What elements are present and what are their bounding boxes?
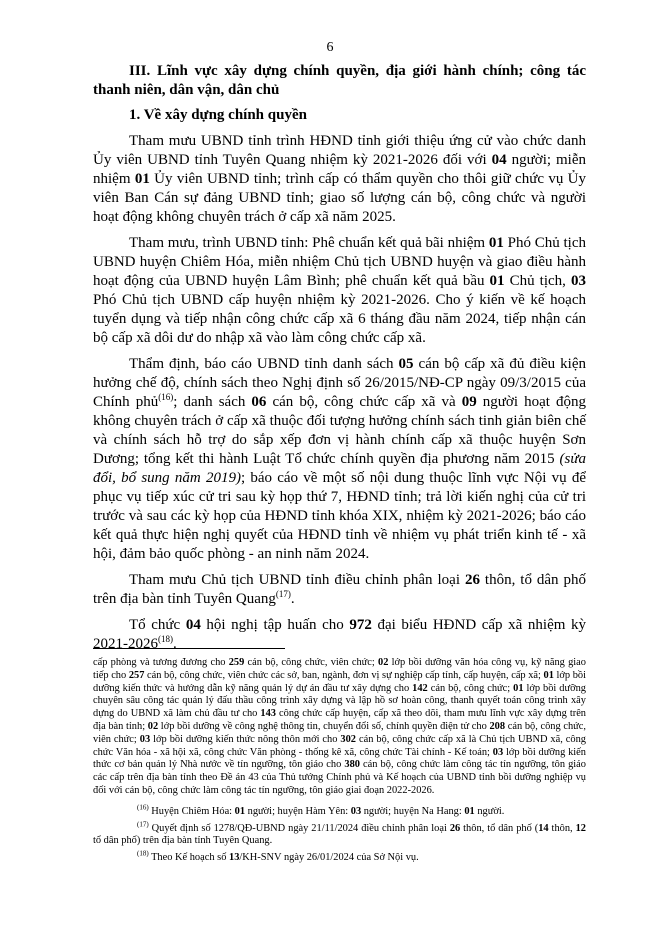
paragraph-2 bbox=[93, 234, 586, 348]
footnote-ref-16[interactable]: (16) bbox=[158, 392, 174, 402]
text-run: cán bộ, công chức; bbox=[427, 682, 514, 694]
bold-number: 02 bbox=[147, 720, 159, 732]
text-run: cán bộ, công chức làm công tác tín ngưỡng, tôn giáo các cấp trên địa bàn tỉnh theo Đề án 43 của Thủ tướng Chính phủ và Kế hoạch của UBND tỉnh bồi dưỡng nghiệp vụ đối với cán bộ, công chức làm công tác tín ngưỡng, tôn giáo giai đoạn 2022-2026. bbox=[93, 759, 586, 796]
bold-number: 302 bbox=[340, 733, 356, 745]
bold-number: 03 bbox=[571, 273, 586, 289]
text-run: đại biểu HĐND cấp xã nhiệm kỳ 2021-2026 bbox=[93, 617, 586, 652]
bold-number: 14 bbox=[538, 822, 549, 834]
text-run: Theo Kế hoạch số bbox=[148, 852, 229, 864]
text-run: lớp bồi dưỡng kiến thức cơ bản quản lý Nhà nước về tín ngưỡng, tôn giáo cho bbox=[93, 746, 586, 771]
page-number: 6 bbox=[326, 40, 334, 55]
text-run: Ủy viên UBND tỉnh; trình cấp có thẩm quyền cho thôi giữ chức vụ Ủy viên Ban Cán sự đảng UBND tỉnh; giao số lượng cán bộ, công chức và người hoạt động không chuyên trách ở cấp xã năm 2025. bbox=[93, 171, 586, 225]
footnote-marker: (17) bbox=[137, 820, 149, 829]
paragraph-3 bbox=[93, 355, 586, 564]
bold-number: 03 bbox=[492, 746, 504, 758]
bold-number: 01 bbox=[134, 171, 150, 187]
text-run: tổ dân phố) trên địa bàn tỉnh Tuyên Quang. bbox=[93, 835, 273, 847]
text-run: ; báo cáo về một số nội dung thuộc lĩnh vực Nội vụ để phục vụ tiếp xúc cử tri sau kỳ họp thứ 7, HĐND tỉnh; trả lời kiến nghị của cử tri trước và sau các kỳ họp của HĐND tỉnh khóa XIX, nhiệm kỳ 2021-2026; báo cáo kết quả thực hiện nghị quyết của HĐND tỉnh về nhiệm vụ phát triển kinh tế - xã hội, đảm bảo quốc phòng - an ninh năm 2024. bbox=[93, 470, 586, 562]
text-run: Tham mưu, trình UBND tỉnh: Phê chuẩn kết quả bãi nhiệm bbox=[129, 235, 489, 251]
text-run: lớp bồi dưỡng về công nghệ thông tin, chuyển đổi số, chính quyền điện tử cho bbox=[158, 720, 490, 732]
bold-number: 03 bbox=[350, 805, 362, 817]
text-run: cán bộ, công chức, viên chức; bbox=[244, 657, 379, 668]
text-run: người; huyện Hàm Yên: bbox=[245, 805, 351, 817]
text-run: người; miễn nhiệm bbox=[93, 152, 587, 187]
text-run: Quyết định số 1278/QĐ-UBND ngày 21/11/2024 điều chỉnh phân loại bbox=[148, 822, 450, 834]
bold-number: 01 bbox=[513, 682, 524, 694]
bold-number: 06 bbox=[251, 394, 267, 410]
text-run: Thẩm định, báo cáo UBND tỉnh danh sách bbox=[129, 356, 399, 372]
bold-number: 09 bbox=[461, 394, 477, 410]
bold-number: 03 bbox=[139, 733, 151, 745]
paragraph-4 bbox=[93, 571, 586, 609]
text-run: lớp bồi dưỡng kiến thức và hướng dẫn kỹ năng quản lý dự án đầu tư xây dựng cho bbox=[93, 669, 587, 694]
footnote-marker: (18) bbox=[137, 849, 149, 858]
bold-number: 13 bbox=[229, 852, 240, 864]
footnote-marker: (16) bbox=[137, 803, 149, 812]
section-heading: III. Lĩnh vực xây dựng chính quyền, địa giới hành chính; công tác thanh niên, dân vận, dân chủ bbox=[93, 63, 586, 98]
text-run: hội nghị tập huấn cho bbox=[200, 617, 350, 633]
text-run: cán bộ, công chức cấp xã và bbox=[266, 394, 462, 410]
bold-number: 01 bbox=[488, 235, 504, 251]
bold-number: 208 bbox=[489, 720, 506, 732]
bold-number: 257 bbox=[128, 669, 145, 681]
bold-number: 143 bbox=[260, 708, 276, 720]
subheading: 1. Về xây dựng chính quyền bbox=[129, 107, 307, 123]
footnote-16 bbox=[93, 803, 586, 819]
body-text bbox=[93, 62, 586, 661]
text-run: cán bộ, công chức, viên chức; bbox=[93, 720, 586, 745]
bold-number: 01 bbox=[234, 805, 246, 817]
bold-number: 02 bbox=[378, 657, 389, 668]
text-run: thôn, tổ dân phố trên địa bàn tỉnh Tuyên Quang bbox=[93, 572, 587, 607]
text-run: Chủ tịch, bbox=[504, 273, 571, 289]
footnote-ref-17[interactable]: (17) bbox=[275, 589, 291, 599]
text-run: người; huyện Na Hang: bbox=[361, 805, 465, 817]
text-run: Tham mưu Chủ tịch UBND tỉnh điều chỉnh phân loại bbox=[129, 572, 465, 588]
text-run: lớp bồi dưỡng kiến thức nông thôn mới cho bbox=[150, 733, 341, 745]
bold-number: 01 bbox=[464, 805, 475, 817]
bold-number: 380 bbox=[344, 759, 360, 771]
bold-number: 05 bbox=[398, 356, 414, 372]
footnote-17 bbox=[93, 820, 586, 849]
bold-number: 01 bbox=[543, 669, 554, 681]
bold-number: 01 bbox=[489, 273, 505, 289]
text-run: Tham mưu UBND tỉnh trình HĐND tỉnh giới thiệu ứng cử vào chức danh Ủy viên UBND tỉnh Tuyên Quang nhiệm kỳ 2021-2026 đối với bbox=[93, 133, 586, 168]
text-run: Huyện Chiêm Hóa: bbox=[148, 805, 235, 817]
text-run: cấp phòng và tương đương cho bbox=[93, 657, 229, 668]
text-run: cán bộ cấp xã đủ điều kiện hưởng chế độ, chính sách theo Nghị định số 26/2015/NĐ-CP ngày 09/3/2015 của Chính phủ bbox=[93, 356, 586, 410]
paragraph-1 bbox=[93, 132, 586, 227]
text-run: thôn, tổ dân phố ( bbox=[460, 822, 539, 834]
bold-number: 04 bbox=[185, 617, 201, 633]
bold-number: 26 bbox=[464, 572, 480, 588]
text-run: cán bộ, công chức, viên chức các sở, ban, ngành, đơn vị sự nghiệp cấp tỉnh, cấp huyện, cấp xã; bbox=[144, 669, 544, 681]
footnote-18 bbox=[93, 849, 586, 865]
text-run: lớp bồi dưỡng văn hóa công vụ, kỹ năng giao tiếp cho bbox=[93, 657, 586, 681]
text-run: Phó Chủ tịch UBND cấp huyện nhiệm kỳ 2021-2026. Cho ý kiến về kế hoạch tuyển dụng và tiếp nhận công chức cấp xã 6 tháng đầu năm 2024, tiếp nhận cán bộ cấp xã dôi dư do nhập xã vào làm công chức cấp xã. bbox=[93, 292, 586, 346]
text-run: lớp bồi dưỡng chuyên sâu công tác quản lý đấu thầu công trình xây dựng và lập hồ sơ hoàn công, thanh quyết toán công trình xây dựng do UBND xã làm chủ đầu tư cho bbox=[93, 682, 587, 720]
bold-number: 04 bbox=[491, 152, 507, 168]
bold-number: 259 bbox=[228, 657, 245, 668]
text-run: ; danh sách bbox=[173, 394, 252, 410]
text-run: người. bbox=[474, 805, 505, 817]
text-run: công chức cấp huyện, cấp xã theo dõi, tham mưu lĩnh vực xây dựng trên địa bàn tỉnh; bbox=[93, 708, 586, 732]
text-run: người hoạt động không chuyên trách ở cấp xã thuộc đối tượng hưởng chính sách tinh giản biên chế và chính sách hỗ trợ do sắp xếp đơn vị hành chính cấp xã thuộc huyện Sơn Dương; tổng kết thi hành Luật Tổ chức chính quyền địa phương năm 2015 bbox=[93, 394, 586, 467]
footnote-continuation bbox=[93, 657, 586, 798]
text-run: cán bộ, công chức cấp xã là Chủ tịch UBND xã, công chức Văn hóa - xã hội xã, công chức Văn phòng - thống kê xã, công chức Tài chính - Kế toán; bbox=[93, 733, 586, 758]
text-run: Tổ chức bbox=[129, 617, 186, 633]
text-run: /KH-SNV ngày 26/01/2024 của Sở Nội vụ. bbox=[239, 852, 419, 864]
text-run: thôn, bbox=[548, 822, 576, 834]
italic-text: (sửa đổi, bổ sung năm 2019) bbox=[93, 451, 586, 486]
bold-number: 26 bbox=[449, 822, 461, 834]
text-run: Phó Chủ tịch UBND huyện Chiêm Hóa, miễn nhiệm Chủ tịch UBND huyện và giao điều hành hoạt động của UBND huyện Lâm Bình; phê chuẩn kết quả bầu bbox=[93, 235, 586, 289]
footnotes bbox=[93, 657, 586, 865]
bold-number: 142 bbox=[412, 682, 428, 694]
footnote-separator bbox=[93, 648, 285, 649]
bold-number: 12 bbox=[575, 822, 586, 834]
bold-number: 972 bbox=[349, 617, 372, 633]
footnote-ref-18[interactable]: (18) bbox=[158, 634, 173, 644]
text-run: . bbox=[290, 591, 295, 607]
text-run: . bbox=[173, 636, 177, 652]
